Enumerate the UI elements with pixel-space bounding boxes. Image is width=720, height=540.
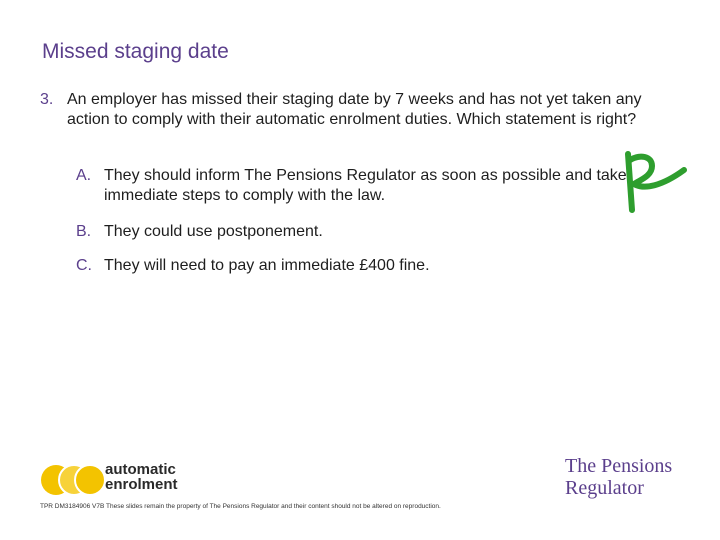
wordmark-line: enrolment [105, 476, 178, 493]
wordmark-line: automatic [105, 461, 176, 478]
automatic-enrolment-wordmark [105, 462, 178, 492]
question-number: 3. [40, 91, 54, 108]
answer-text: They could use postponement. [104, 223, 323, 240]
checkmark-icon [618, 150, 690, 216]
footer-disclaimer: TPR DM3184906 V7B These slides remain the property of The Pensions Regulator and their content should not be altered on reproduction. [40, 503, 441, 510]
logo-line: The Pensions [565, 455, 673, 477]
logo-line: Regulator [565, 477, 644, 499]
slide-title: Missed staging date [42, 40, 229, 63]
answer-text: They should inform The Pensions Regulator as soon as possible and take immediate steps to comply with the law. [104, 167, 627, 204]
question-text: An employer has missed their staging date by 7 weeks and has not yet taken any action to comply with their automatic enrolment duties. Which statement is right? [67, 91, 642, 128]
answer-letter: A. [76, 167, 92, 184]
answer-letter: B. [76, 223, 92, 240]
answer-letter: C. [76, 257, 92, 274]
pensions-regulator-logo [565, 455, 672, 499]
answer-text: They will need to pay an immediate £400 fine. [104, 257, 430, 274]
